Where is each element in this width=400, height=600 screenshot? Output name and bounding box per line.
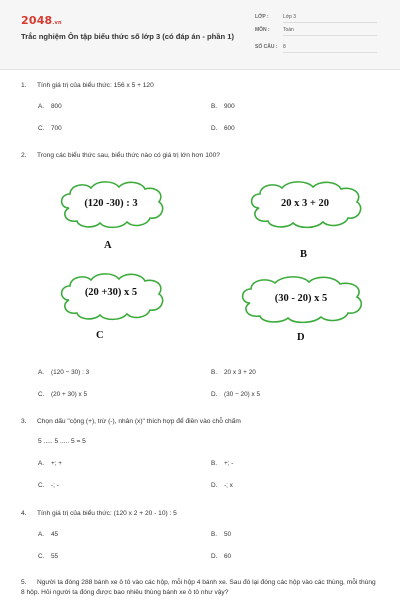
option-letter: D. (211, 482, 218, 489)
option-text: -; x (224, 482, 233, 489)
question-3-option-b[interactable] (211, 460, 233, 467)
question-3-expression: 5 ..... 5 ..... 5 = 5 (38, 438, 86, 445)
meta-underline (283, 35, 377, 36)
question-3-option-d[interactable] (211, 482, 233, 489)
option-letter: B. (211, 460, 218, 467)
question-1-option-a[interactable] (38, 103, 62, 110)
option-text: 600 (224, 125, 235, 132)
site-logo[interactable] (21, 14, 62, 27)
meta-key-grade: LỚP : (255, 14, 269, 20)
question-number: 2. (21, 152, 27, 159)
worksheet-header (0, 0, 400, 70)
option-letter: C. (38, 391, 45, 398)
question-text: Tính giá trị của biểu thức: 156 x 5 + 120 (37, 82, 154, 89)
option-text: 700 (51, 125, 62, 132)
question-number: 1. (21, 82, 27, 89)
option-letter: D. (211, 553, 218, 560)
logo-main: 2048 (21, 14, 53, 27)
question-text: Trong các biểu thức sau, biểu thức nào có giá trị lớn hơn 100? (37, 152, 220, 159)
cloud-label-d: D (297, 332, 305, 343)
option-text: 55 (51, 553, 59, 560)
option-text: 45 (51, 531, 59, 538)
question-number: 5. (21, 579, 27, 586)
meta-row-grade (255, 14, 377, 23)
meta-underline (283, 52, 377, 53)
question-2 (21, 152, 220, 159)
option-letter: C. (38, 553, 45, 560)
question-2-option-d[interactable] (211, 391, 260, 398)
question-3-option-a[interactable] (38, 460, 62, 467)
option-letter: B. (211, 103, 218, 110)
question-text: Người ta đóng 288 bánh xe ô tô vào các hộp, mỗi hộp 4 bánh xe. Sau đó lại đóng các hộp vào các thùng, mỗi thùng 8 hộp. Hỏi người ta đóng được bao nhiêu thùng bánh xe ô tô như vậy? (21, 579, 376, 596)
cloud-expression-text: 20 x 3 + 20 (281, 198, 329, 209)
option-text: +; - (224, 460, 234, 467)
option-text: 60 (224, 553, 232, 560)
question-2-option-c[interactable] (38, 391, 87, 398)
option-text: (30 − 20) x 5 (224, 391, 261, 398)
question-4-option-b[interactable] (211, 531, 231, 538)
option-letter: A. (38, 103, 45, 110)
meta-key-count: SỐ CÂU : (255, 44, 278, 50)
question-3-option-c[interactable] (38, 482, 59, 489)
option-letter: D. (211, 391, 218, 398)
cloud-expression-text: (20 +30) x 5 (84, 287, 138, 298)
option-letter: C. (38, 125, 45, 132)
meta-row-subject (255, 27, 377, 36)
question-4-option-d[interactable] (211, 553, 231, 560)
option-letter: D. (211, 125, 218, 132)
cloud-expression-d (236, 273, 366, 325)
question-2-option-b[interactable] (211, 369, 256, 376)
question-5 (21, 578, 381, 597)
question-1-option-b[interactable] (211, 103, 235, 110)
question-1 (21, 82, 154, 89)
question-4-option-a[interactable] (38, 531, 58, 538)
meta-value-subject: Toán (283, 27, 294, 33)
question-4-option-c[interactable] (38, 553, 58, 560)
logo-tld: .vn (52, 20, 62, 26)
question-1-option-c[interactable] (38, 125, 62, 132)
meta-underline (283, 22, 377, 23)
question-3 (21, 418, 241, 425)
cloud-expression-text: (30 - 20) x 5 (274, 293, 328, 304)
cloud-expression-b (245, 178, 365, 230)
cloud-expression-c (55, 270, 167, 322)
option-letter: B. (211, 369, 218, 376)
meta-key-subject: MÔN : (255, 27, 270, 33)
option-letter: A. (38, 369, 45, 376)
option-text: 900 (224, 103, 235, 110)
cloud-label-b: B (300, 249, 308, 260)
question-text: Tính giá trị của biểu thức: (120 x 2 + 20 - 10) : 5 (37, 510, 177, 517)
question-1-option-d[interactable] (211, 125, 235, 132)
cloud-label-a: A (104, 240, 112, 251)
cloud-label-c: C (96, 330, 104, 341)
cloud-expression-a (55, 178, 167, 230)
option-letter: A. (38, 531, 45, 538)
question-text: Chọn dấu "cộng (+), trừ (-), nhân (x)" thích hợp để điền vào chỗ chấm (37, 418, 241, 425)
option-text: -; - (51, 482, 59, 489)
cloud-expression-text: (120 -30) : 3 (84, 198, 138, 209)
option-text: (120 − 30) : 3 (51, 369, 90, 376)
meta-row-count (255, 44, 377, 53)
option-letter: B. (211, 531, 218, 538)
option-text: 50 (224, 531, 232, 538)
option-letter: C. (38, 482, 45, 489)
option-text: +; + (51, 460, 63, 467)
meta-value-grade: Lớp 3 (283, 14, 297, 20)
question-number: 4. (21, 510, 27, 517)
question-4 (21, 510, 177, 517)
meta-value-count: 8 (283, 44, 286, 50)
option-text: 20 x 3 + 20 (224, 369, 256, 376)
option-text: (20 + 30) x 5 (51, 391, 88, 398)
option-text: 800 (51, 103, 62, 110)
question-number: 3. (21, 418, 27, 425)
worksheet-title: Trắc nghiệm Ôn tập biểu thức số lớp 3 (có đáp án - phần 1) (21, 32, 234, 41)
option-letter: A. (38, 460, 45, 467)
question-2-option-a[interactable] (38, 369, 89, 376)
